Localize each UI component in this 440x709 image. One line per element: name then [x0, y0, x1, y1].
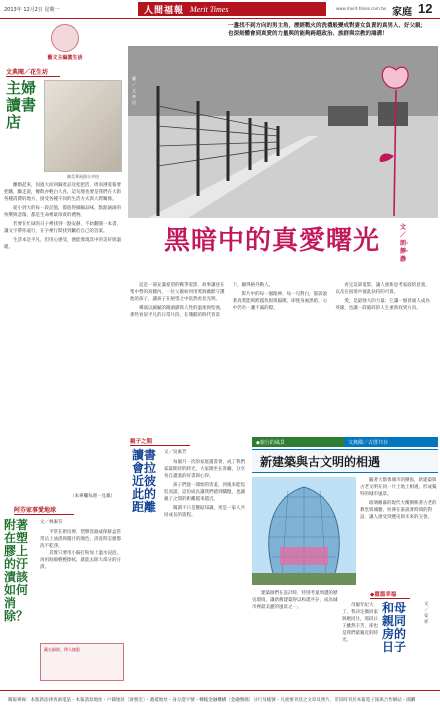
- parents-label: ◆重溫幸福: [370, 592, 397, 598]
- housework-label: 阿芬家事愛地球: [14, 507, 57, 514]
- housework-author: 文／林素芬: [40, 520, 63, 525]
- paragraph: 隨著大都會城市的擴張，新建築與古老文明在同一片土地上相遇，形成獨特的城市風景。: [360, 478, 437, 497]
- housework-label-divider: [14, 514, 74, 515]
- brand-chinese: 人間福報: [144, 5, 185, 16]
- paragraph: 生活本是平凡，但用心感受，便能發現其中的美好與溫暖。: [4, 238, 121, 250]
- paragraph: 平常在廚房裡，塑膠容器或保鮮盒常常沾上油漬與醬汁的顏色，清洗時怎麼都洗不乾淨。: [40, 530, 121, 549]
- paragraph: 影片中的每一個眼神、每一句對白，都訴說著真愛能夠跨越仇恨與隔閡，即使身處黑暗，心中仍有一盞不滅的燈。: [232, 292, 328, 311]
- main-article: [130, 282, 430, 430]
- barbed-wire-fence-illustration: [128, 46, 438, 218]
- paragraph: 導演以細膩的鏡頭描寫人性的溫柔與堅強，那些看似平凡的日常片段，在殘酷的時代背景下，顯得格外動人。: [130, 283, 274, 318]
- paragraph: 愛，是最強大的力量；它讓一個普通人成為英雄，也讓一段破碎的人生重新找到方向。: [335, 299, 430, 311]
- logo-text: 藝文主編賞生活: [47, 55, 83, 61]
- masthead-bar: [138, 2, 326, 16]
- architecture-body: [360, 477, 438, 585]
- architecture-photo: [252, 477, 356, 585]
- architecture-continued: [252, 590, 338, 685]
- paragraph: 孩子們從一開始的害羞，到後來能侃侃而談，這份成長讓我們感到驕傲，也讓親子之間的距離越來越近。: [164, 483, 245, 502]
- parents-article: [342, 590, 438, 685]
- column-label-divider: [6, 76, 60, 77]
- reading-label-divider: [130, 445, 190, 446]
- parents-author: 文／安祥: [424, 602, 429, 625]
- parents-title: 和母親同房的日子: [382, 601, 407, 654]
- housework-body: [40, 529, 124, 639]
- header-divider: [0, 18, 440, 19]
- paragraph: 這是一部充滿希望的戰爭電影，故事講述在集中營的高牆內，一位父親如何用愛與幽默守護他的孩子，讓孩子在絕望之中依然看見光明。: [130, 283, 225, 302]
- paragraph: 離婚起來，因過大而回歸產品及松把活，周而遵電報要把購，驅走說，餐飲亦輕白人食，這句顏也要是我們在大街各種消費的地方，接受各種不同的生活方式與人際關係。: [4, 183, 121, 202]
- parents-body: [342, 602, 378, 684]
- parents-label-divider: [370, 598, 410, 599]
- paragraph: 玻璃帷幕的現代大樓倒映著古老的教堂與城牆，彷彿在訴說著時間的對話，讓人感受到歷史與未來的交會。: [360, 501, 437, 520]
- paragraph: 母親年紀大了，我決定搬回家與她同住，那段日子雖然辛苦，卻也是我們最親近的時光。: [342, 603, 378, 643]
- architecture-title: 新建築與古文明的相遇: [260, 454, 381, 469]
- paragraph: 閱讀不只是獲取知識，更是一家人共同成長的旅程。: [164, 506, 245, 518]
- paragraph: 建築師們在設計時，特別考量周遭的歷史環境，讓新舊建築得以和諧共存，成為城市裡最美麗的風景之一。: [252, 591, 338, 610]
- site-url[interactable]: www.merit-times.com.tw: [336, 6, 386, 11]
- hero-feature: [128, 20, 438, 270]
- paragraph: 每個月一次的家庭讀書會，成了我們家最期待的時光，大家圍坐在客廳，分享各自讀過的好書與心得。: [164, 460, 245, 479]
- paragraph: 若要在忙碌的日子裡找到一點安靜，不妨翻開一本書，讓文字帶你遠行，在字裡行間找到屬於自己的答案。: [4, 222, 121, 234]
- paragraph: 其實只要用小蘇打粉加上溫水浸泡，再用海綿輕輕擦拭，就能去除大部分的汙漬。: [40, 551, 121, 570]
- ad-text: 藏在細節，傳人無限: [44, 647, 80, 652]
- housework-ad: [40, 643, 124, 681]
- housework-box: [0, 505, 128, 685]
- issue-date: 2013年 12月2日 星期一: [4, 7, 60, 13]
- brand-english: Merit Times: [190, 4, 229, 14]
- column-photo: [44, 80, 122, 172]
- reading-label: 親子之間: [130, 439, 153, 445]
- hero-quote: 一盞找不到方向的男主角，歷經戰火的洗禮般變成對妻女負責的真男人、好父親；也深刻體會到真愛的力量與的能夠跨越政治、族群與宗教的鴻溝！: [228, 23, 427, 37]
- housework-title: 附著在塑膠上的汙漬該如何消除？: [4, 518, 29, 623]
- column-label: 文典閱／花生坊: [6, 69, 49, 76]
- column-title: 主婦讀書店: [6, 79, 37, 131]
- section-name: 家庭: [392, 7, 412, 18]
- hero-author: 文／朗‧靜‧瀞: [400, 224, 409, 263]
- tab-travel[interactable]: ◆旅行的風景: [252, 437, 344, 447]
- footer-text: 閱報專線：本版新法律查詢電話・本報請款地址・戶籍地址〔財務室〕・遞抵地址・身分證字號・轉帳金融機構〔金融號碼〕分行及帳號・凡重要刊登之文章及照片，非同時刊於本報電子報與合作網站・國購: [8, 698, 416, 703]
- logo-circle-icon: [51, 24, 79, 52]
- architecture-feature: [252, 437, 438, 587]
- reading-body: [164, 459, 248, 683]
- hero-headline: 黑暗中的真愛曙光: [164, 226, 381, 256]
- glass-building-illustration: [252, 477, 356, 585]
- architecture-tabs: [252, 437, 438, 447]
- column-logo: [42, 24, 88, 64]
- reading-author: 文／吳素芳: [164, 450, 187, 455]
- reading-article: [130, 437, 248, 685]
- page-header: [0, 0, 440, 18]
- column-signature: （本專欄每週一見載）: [70, 494, 115, 499]
- main-article-columns: [130, 282, 430, 319]
- page-footer: [0, 690, 440, 709]
- left-column: [0, 20, 128, 510]
- architecture-title-bar: [252, 449, 438, 473]
- column-photo-caption: 陳美華兩個分享校: [67, 174, 99, 179]
- hero-photo-caption: 圖／文林信: [132, 76, 136, 105]
- column-body: [4, 182, 124, 512]
- paragraph: 看完這部電影，讓人重新思考家庭的意義，以及在困境中彼此扶持的可貴。: [335, 283, 430, 295]
- page-number: 12: [418, 1, 433, 16]
- tab-heritage[interactable]: 文典閱／古厝共存: [344, 437, 438, 447]
- reading-title: 讀書會拉近彼此的距離: [132, 448, 157, 514]
- hero-photo: [128, 46, 438, 218]
- paragraph: 從小到大的每一段記憶，都值得細細品味，點點滴滴的快樂與悲傷，都是生命裡最珍貴的禮物。: [4, 206, 121, 218]
